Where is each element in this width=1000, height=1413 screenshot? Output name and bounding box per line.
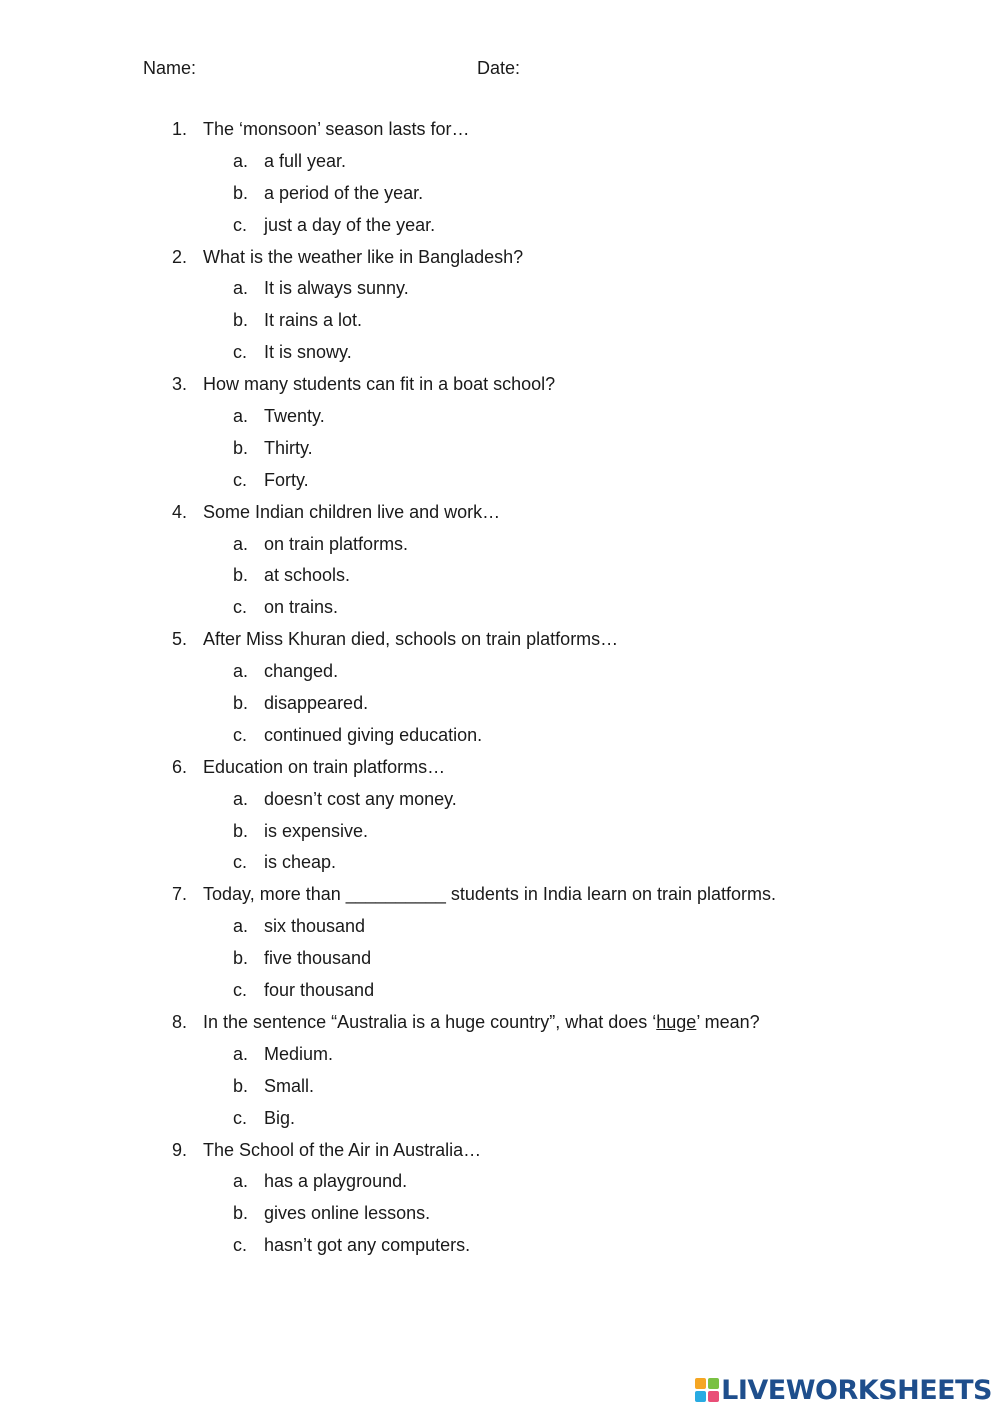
option-text: Forty. — [264, 469, 309, 490]
option-7a[interactable] — [0, 914, 1000, 946]
option-4c[interactable] — [0, 595, 1000, 627]
question-text: Education on train platforms… — [203, 756, 446, 777]
question-3 — [0, 372, 1000, 404]
option-letter: a. — [233, 916, 249, 937]
option-9b[interactable] — [0, 1201, 1000, 1233]
question-number: 8. — [172, 1011, 188, 1032]
liveworksheets-icon — [695, 1378, 719, 1402]
option-text: just a day of the year. — [264, 214, 436, 235]
option-text: Small. — [264, 1075, 315, 1096]
option-letter: c. — [233, 597, 248, 618]
option-letter: a. — [233, 150, 249, 171]
option-letter: c. — [233, 852, 248, 873]
option-1b[interactable] — [0, 181, 1000, 213]
question-number: 3. — [172, 374, 188, 395]
option-text: is cheap. — [264, 852, 337, 873]
option-9c[interactable] — [0, 1233, 1000, 1265]
option-text: Medium. — [264, 1043, 334, 1064]
logo-tile — [708, 1378, 719, 1389]
question-8 — [0, 1010, 1000, 1042]
option-text: Thirty. — [264, 437, 313, 458]
underlined-word: huge — [656, 1011, 697, 1032]
option-8c[interactable] — [0, 1106, 1000, 1138]
option-text: on train platforms. — [264, 533, 409, 554]
option-text: five thousand — [264, 948, 372, 969]
option-text: on trains. — [264, 597, 339, 618]
option-text: It rains a lot. — [264, 310, 363, 331]
option-letter: a. — [233, 788, 249, 809]
question-1 — [0, 117, 1000, 149]
option-6a[interactable] — [0, 787, 1000, 819]
option-letter: b. — [233, 820, 249, 841]
question-2 — [0, 245, 1000, 277]
option-letter: a. — [233, 278, 249, 299]
question-text: What is the weather like in Bangladesh? — [203, 246, 524, 267]
option-7c[interactable] — [0, 978, 1000, 1010]
question-text: Some Indian children live and work… — [203, 501, 501, 522]
logo-tile — [708, 1391, 719, 1402]
option-text: a period of the year. — [264, 182, 424, 203]
option-text: a full year. — [264, 150, 347, 171]
question-text-after: ’ mean? — [696, 1011, 760, 1032]
question-number: 9. — [172, 1139, 188, 1160]
option-text: Big. — [264, 1107, 296, 1128]
option-5b[interactable] — [0, 691, 1000, 723]
question-text: After Miss Khuran died, schools on train platforms… — [203, 629, 619, 650]
option-5c[interactable] — [0, 723, 1000, 755]
option-text: has a playground. — [264, 1171, 408, 1192]
question-9 — [0, 1138, 1000, 1170]
option-text: doesn’t cost any money. — [264, 788, 457, 809]
option-letter: b. — [233, 565, 249, 586]
option-2a[interactable] — [0, 276, 1000, 308]
worksheet-header — [0, 58, 1000, 82]
option-text: six thousand — [264, 916, 366, 937]
question-5 — [0, 627, 1000, 659]
option-3b[interactable] — [0, 436, 1000, 468]
option-letter: c. — [233, 342, 248, 363]
option-letter: a. — [233, 661, 249, 682]
option-7b[interactable] — [0, 946, 1000, 978]
option-2b[interactable] — [0, 308, 1000, 340]
option-6c[interactable] — [0, 850, 1000, 882]
option-2c[interactable] — [0, 340, 1000, 372]
option-text: disappeared. — [264, 693, 369, 714]
option-text: changed. — [264, 661, 339, 682]
option-letter: b. — [233, 1203, 249, 1224]
option-letter: c. — [233, 469, 248, 490]
question-number: 2. — [172, 246, 188, 267]
question-text: The School of the Air in Australia… — [203, 1139, 482, 1160]
option-letter: c. — [233, 980, 248, 1001]
option-letter: a. — [233, 1043, 249, 1064]
option-letter: a. — [233, 406, 249, 427]
option-text: gives online lessons. — [264, 1203, 431, 1224]
option-3c[interactable] — [0, 468, 1000, 500]
option-letter: b. — [233, 310, 249, 331]
option-letter: b. — [233, 948, 249, 969]
option-3a[interactable] — [0, 404, 1000, 436]
option-letter: b. — [233, 1075, 249, 1096]
question-number: 5. — [172, 629, 188, 650]
question-text: The ‘monsoon’ season lasts for… — [203, 119, 470, 139]
option-letter: c. — [233, 1107, 248, 1128]
question-6 — [0, 755, 1000, 787]
logo-tile — [695, 1391, 706, 1402]
quiz-list — [0, 117, 1000, 1265]
option-letter: a. — [233, 1171, 249, 1192]
option-text: at schools. — [264, 565, 351, 586]
logo-tile — [695, 1378, 706, 1389]
question-text — [203, 1010, 760, 1034]
option-letter: b. — [233, 182, 249, 203]
question-number: 4. — [172, 501, 188, 522]
option-text: It is snowy. — [264, 342, 352, 363]
option-letter: a. — [233, 533, 249, 554]
option-letter: b. — [233, 437, 249, 458]
date-label: Date: — [477, 58, 521, 78]
option-text: It is always sunny. — [264, 278, 409, 299]
option-5a[interactable] — [0, 659, 1000, 691]
question-number: 7. — [172, 884, 188, 905]
option-8a[interactable] — [0, 1042, 1000, 1074]
option-letter: c. — [233, 1235, 248, 1256]
question-4 — [0, 500, 1000, 532]
option-text: hasn’t got any computers. — [264, 1235, 471, 1256]
option-1c[interactable] — [0, 213, 1000, 245]
option-4b[interactable] — [0, 563, 1000, 595]
logo-text: LIVEWORKSHEETS — [721, 1374, 992, 1406]
option-6b[interactable] — [0, 819, 1000, 851]
question-number: 1. — [172, 119, 188, 139]
option-text: is expensive. — [264, 820, 369, 841]
option-text: continued giving education. — [264, 724, 483, 745]
question-text-before: In the sentence “Australia is a huge country”, what does ‘ — [203, 1011, 657, 1032]
liveworksheets-logo — [695, 1375, 992, 1405]
question-text: How many students can fit in a boat school? — [203, 374, 556, 395]
name-label: Name: — [143, 58, 197, 78]
option-1a[interactable] — [0, 149, 1000, 181]
option-letter: c. — [233, 214, 248, 235]
option-8b[interactable] — [0, 1074, 1000, 1106]
option-text: Twenty. — [264, 406, 325, 427]
question-7 — [0, 882, 1000, 914]
option-letter: b. — [233, 693, 249, 714]
option-9a[interactable] — [0, 1169, 1000, 1201]
question-text: Today, more than __________ students in India learn on train platforms. — [203, 884, 777, 905]
option-letter: c. — [233, 724, 248, 745]
option-text: four thousand — [264, 980, 375, 1001]
option-4a[interactable] — [0, 532, 1000, 564]
question-number: 6. — [172, 756, 188, 777]
